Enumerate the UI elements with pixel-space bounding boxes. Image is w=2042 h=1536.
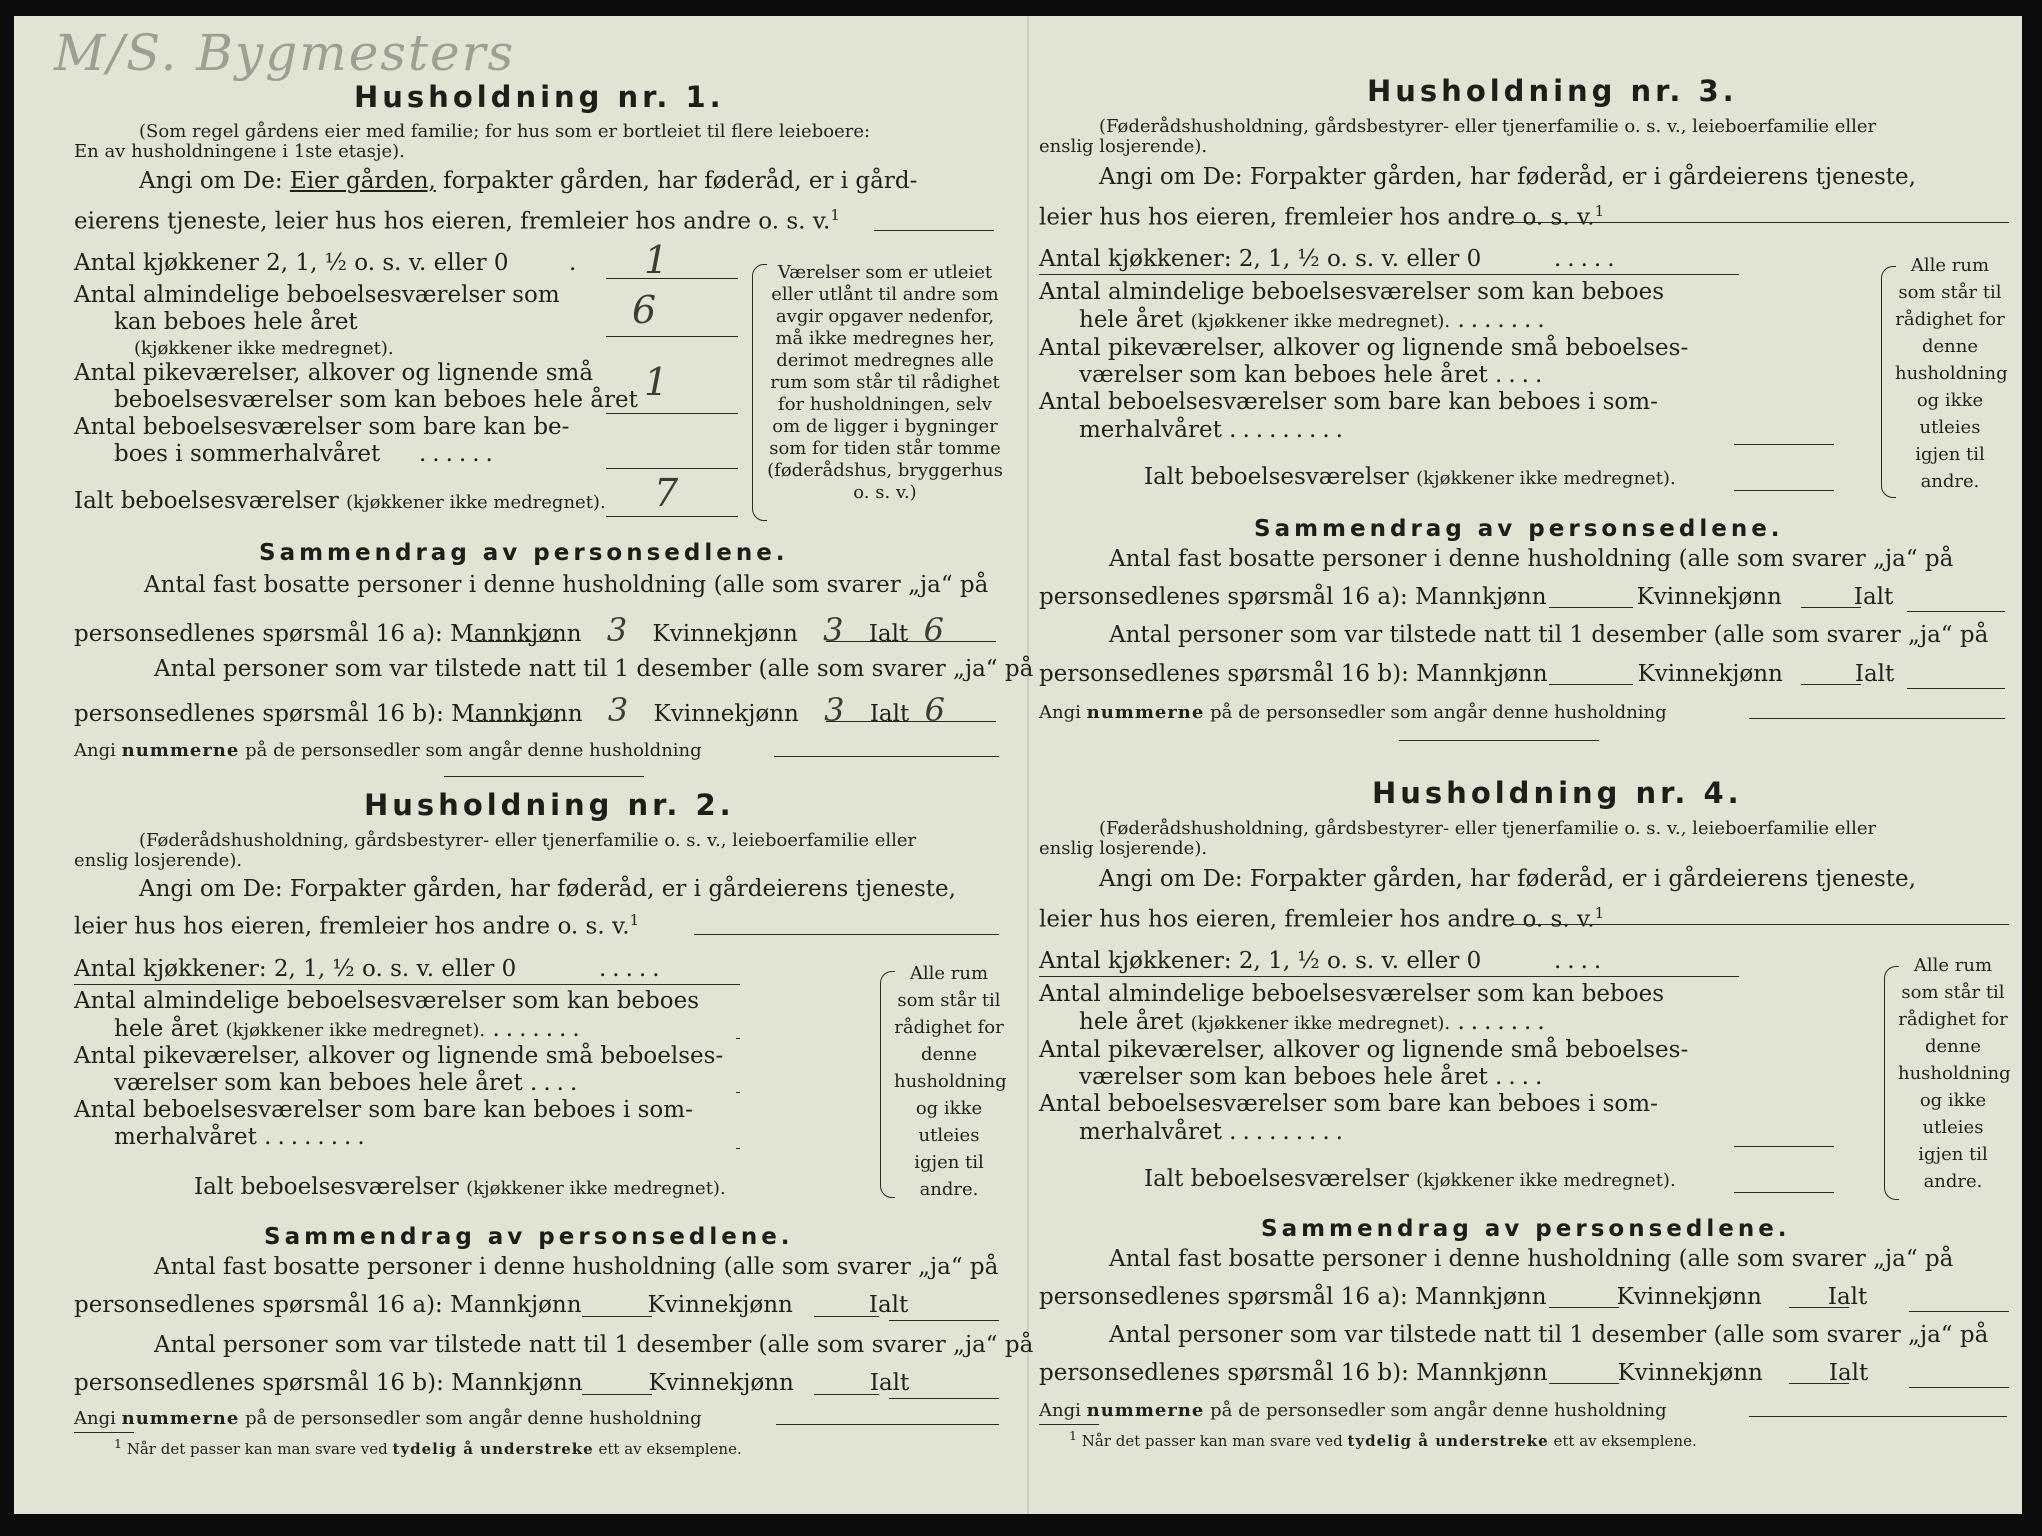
h1-angi-rest: forpakter gården, har føderåd, er i gård-: [443, 168, 918, 194]
h3-total-line: [1734, 490, 1834, 491]
h2-q1: Antal kjøkkener: 2, 1, ½ o. s. v. eller 0: [74, 956, 517, 982]
h1-q1-line: [606, 278, 738, 279]
h1-brace: [752, 264, 767, 521]
h1-angi-selected: Eier gården,: [289, 168, 436, 194]
h3-note-1: (Føderådshusholdning, gårdsbestyrer- eller tjenerfamilie o. s. v., leieboerfamilie eller: [1099, 116, 1877, 137]
h2-nummerne: Angi nummerne på de personsedler som angår denne husholdning: [74, 1408, 702, 1429]
h3-q3b: værelser som kan beboes hele året ....: [1079, 362, 1549, 388]
h4-q2b: hele året (kjøkkener ikke medregnet). .......: [1079, 1009, 1551, 1035]
h2-side-note: Alle rum som står til rådighet for denne husholdning og ikke utleies igjen til andre.: [894, 963, 1007, 1200]
h2-q4a: Antal beboelsesværelser som bare kan beboes i som-: [74, 1097, 693, 1123]
h2-s2-line-m: [582, 1394, 652, 1395]
h1-nummerne: Angi nummerne på de personsedler som angår denne husholdning: [74, 740, 702, 761]
h1-q3a: Antal pikeværelser, alkover og lignende små: [74, 360, 594, 386]
h4-s1-line-m: [1549, 1307, 1619, 1308]
h4-s2-line-m: [1549, 1383, 1619, 1384]
h3-angi-2: leier hus hos eieren, fremleier hos andre o. s. v.$^1$: [1039, 202, 1605, 231]
h1-answer-total: 7: [654, 471, 679, 515]
h1-angi-line: [874, 230, 994, 231]
h1-q4-line: [606, 468, 738, 469]
h1-16a-female: 3: [823, 611, 844, 649]
h3-note-2: enslig losjerende).: [1039, 136, 1208, 157]
h4-note-1: (Føderådshusholdning, gårdsbestyrer- eller tjenerfamilie o. s. v., leieboerfamilie eller: [1099, 818, 1877, 839]
h1-note-2: En av husholdningene i 1ste etasje).: [74, 141, 405, 162]
h3-s1a: Antal fast bosatte personer i denne husholdning (alle som svarer „ja“ på: [1109, 546, 1954, 572]
h1-answer-kitchens: 1: [644, 238, 669, 282]
h1-s1-line-k: [826, 641, 996, 642]
h2-note-2: enslig losjerende).: [74, 850, 243, 871]
h3-title: Husholdning nr. 3.: [1367, 74, 1738, 108]
h2-s1a: Antal fast bosatte personer i denne husholdning (alle som svarer „ja“ på: [154, 1254, 999, 1280]
h2-s1b: personsedlenes spørsmål 16 a): Mannkjønn Kvinnekjønn Ialt: [74, 1292, 909, 1318]
h1-q2a: Antal almindelige beboelsesværelser som: [74, 282, 560, 308]
h2-angi-line: [694, 934, 999, 935]
h1-s2b: personsedlenes spørsmål 16 b): Mannkjønn 3 Kvinnekjønn 3 Ialt 6: [74, 691, 945, 729]
h3-q3a: Antal pikeværelser, alkover og lignende små beboelses-: [1039, 335, 1689, 361]
h2-q4-line: [736, 1148, 740, 1149]
footnote-right: $^1$ Når det passer kan man svare ved tydelig å understreke ett av eksemplene.: [1069, 1428, 1697, 1450]
h3-q2b: hele året (kjøkkener ikke medregnet). .......: [1079, 307, 1551, 333]
footnote-left: $^1$ Når det passer kan man svare ved tydelig å understreke ett av eksemplene.: [114, 1436, 742, 1458]
h1-16b-total: 6: [924, 691, 945, 729]
h1-separator: [444, 776, 644, 777]
h4-q4-line: [1734, 1146, 1834, 1147]
h1-q1: Antal kjøkkener 2, 1, ½ o. s. v. eller 0: [74, 250, 509, 276]
h3-q4b: merhalvåret .........: [1079, 417, 1349, 443]
h3-s2a: Antal personer som var tilstede natt til 1 desember (alle som svarer „ja“ på: [1109, 622, 1989, 648]
h3-separator: [1399, 740, 1599, 741]
h2-q2a: Antal almindelige beboelsesværelser som kan beboes: [74, 988, 700, 1014]
h3-s1-line-m: [1549, 607, 1633, 608]
h3-summary-title: Sammendrag av personsedlene.: [1254, 516, 1784, 542]
h3-q2a: Antal almindelige beboelsesværelser som kan beboes: [1039, 279, 1665, 305]
h4-angi-line: [1509, 924, 2009, 925]
h4-q1-line: [1039, 976, 1739, 977]
h3-angi-1: Angi om De: Forpakter gården, har føderåd, er i gårdeierens tjeneste,: [1099, 164, 1916, 190]
h1-s2-line-k: [826, 721, 996, 722]
h2-angi-1: Angi om De: Forpakter gården, har føderåd, er i gårdeierens tjeneste,: [139, 876, 956, 902]
h1-q2c: (kjøkkener ikke medregnet).: [134, 338, 394, 359]
h1-q2-line: [606, 336, 738, 337]
h2-q1-line: [74, 984, 740, 985]
h1-s1-line-m: [469, 641, 559, 642]
h3-s1b: personsedlenes spørsmål 16 a): Mannkjønn Kvinnekjønn Ialt: [1039, 584, 1894, 610]
h3-q4-line: [1734, 444, 1834, 445]
h4-side-note: Alle rum som står til rådighet for denne husholdning og ikke utleies igjen til andre.: [1898, 955, 2011, 1192]
h4-q1-dots: ....: [1554, 948, 1608, 974]
h1-s2a: Antal personer som var tilstede natt til 1 desember (alle som svarer „ja“ på: [154, 656, 1034, 682]
h4-s1-line-t: [1909, 1311, 2009, 1312]
h4-total-label: Ialt beboelsesværelser (kjøkkener ikke medregnet).: [1144, 1166, 1676, 1192]
footnote-rule-left: [74, 1432, 134, 1433]
h4-s1a: Antal fast bosatte personer i denne husholdning (alle som svarer „ja“ på: [1109, 1246, 1954, 1272]
h4-q4b: merhalvåret .........: [1079, 1119, 1349, 1145]
h2-s1-line-m: [582, 1316, 652, 1317]
h1-summary-title: Sammendrag av personsedlene.: [259, 540, 789, 566]
h3-q1: Antal kjøkkener: 2, 1, ½ o. s. v. eller 0: [1039, 246, 1482, 272]
h1-q4-dots: ......: [419, 441, 499, 467]
h2-q1-dots: .....: [599, 956, 666, 982]
footnote-rule-right: [1039, 1424, 1099, 1425]
h1-s1b: personsedlenes spørsmål 16 a): Mannkjønn 3 Kvinnekjønn 3 Ialt 6: [74, 611, 944, 649]
h2-q4b: merhalvåret ........: [114, 1124, 371, 1150]
h2-s2b: personsedlenes spørsmål 16 b): Mannkjønn Kvinnekjønn Ialt: [74, 1370, 910, 1396]
h4-q2a: Antal almindelige beboelsesværelser som kan beboes: [1039, 981, 1665, 1007]
h2-note-1: (Føderådshusholdning, gårdsbestyrer- eller tjenerfamilie o. s. v., leieboerfamilie eller: [139, 830, 917, 851]
h3-nummerne: Angi nummerne på de personsedler som angår denne husholdning: [1039, 702, 1667, 723]
h3-s2-line-k: [1801, 684, 1861, 685]
h1-q4b: boes i sommerhalvåret: [114, 441, 381, 467]
pencil-note: M/S. Bygmesters: [54, 24, 516, 82]
h1-angi-prefix: Angi om De:: [139, 168, 283, 194]
h4-q3a: Antal pikeværelser, alkover og lignende små beboelses-: [1039, 1037, 1689, 1063]
h3-s2b: personsedlenes spørsmål 16 b): Mannkjønn Kvinnekjønn Ialt: [1039, 661, 1895, 687]
h3-q1-dots: .....: [1554, 246, 1621, 272]
h2-s1-line-t: [889, 1320, 999, 1321]
left-page: [14, 16, 1034, 1514]
h3-angi-line: [1509, 222, 2009, 223]
h4-total-line: [1734, 1192, 1834, 1193]
h2-summary-title: Sammendrag av personsedlene.: [264, 1224, 794, 1250]
h4-q3b: værelser som kan beboes hele året ....: [1079, 1064, 1549, 1090]
h1-16a-male: 3: [606, 611, 628, 649]
h2-nummerne-line: [776, 1424, 999, 1425]
h2-q3a: Antal pikeværelser, alkover og lignende små beboelses-: [74, 1043, 724, 1069]
h1-s1a: Antal fast bosatte personer i denne husholdning (alle som svarer „ja“ på: [144, 572, 989, 598]
h3-nummerne-line: [1749, 718, 2005, 719]
h2-s1-line-k: [814, 1316, 879, 1317]
h1-16a-total: 6: [923, 611, 944, 649]
h4-s2a: Antal personer som var tilstede natt til 1 desember (alle som svarer „ja“ på: [1109, 1322, 1989, 1348]
h3-s2-line-t: [1907, 688, 2005, 689]
h2-q2b: hele året (kjøkkener ikke medregnet). .......: [114, 1016, 586, 1042]
h4-angi-1: Angi om De: Forpakter gården, har føderåd, er i gårdeierens tjeneste,: [1099, 866, 1916, 892]
h4-s2-line-k: [1789, 1383, 1849, 1384]
h1-angi-2: eierens tjeneste, leier hus hos eieren, fremleier hos andre o. s. v.$^1$: [74, 206, 840, 235]
h4-summary-title: Sammendrag av personsedlene.: [1261, 1216, 1791, 1242]
h2-s2a: Antal personer som var tilstede natt til 1 desember (alle som svarer „ja“ på: [154, 1332, 1034, 1358]
h4-s1b: personsedlenes spørsmål 16 a): Mannkjønn Kvinnekjønn Ialt: [1039, 1284, 1868, 1310]
h2-q3b: værelser som kan beboes hele året ....: [114, 1070, 584, 1096]
h1-16b-female: 3: [824, 691, 845, 729]
h1-answer-rooms: 6: [632, 288, 657, 332]
h4-note-2: enslig losjerende).: [1039, 838, 1208, 859]
h4-nummerne: Angi nummerne på de personsedler som angår denne husholdning: [1039, 1400, 1667, 1421]
right-page: [1029, 16, 2022, 1514]
census-form-sheet: [14, 16, 2022, 1514]
h4-angi-2: leier hus hos eieren, fremleier hos andre o. s. v.$^1$: [1039, 904, 1605, 933]
h4-q4a: Antal beboelsesværelser som bare kan beboes i som-: [1039, 1091, 1658, 1117]
h1-angi-1: [139, 168, 917, 194]
h2-title: Husholdning nr. 2.: [364, 788, 735, 822]
h2-s2-line-k: [814, 1394, 879, 1395]
h2-angi-2: leier hus hos eieren, fremleier hos andre o. s. v.$^1$: [74, 911, 640, 940]
h4-s1-line-k: [1789, 1307, 1849, 1308]
h1-q4a: Antal beboelsesværelser som bare kan be-: [74, 414, 570, 440]
h2-total-label: Ialt beboelsesværelser (kjøkkener ikke medregnet).: [194, 1174, 726, 1200]
h2-q2-line: [736, 1038, 740, 1039]
h4-brace: [1884, 966, 1899, 1200]
h2-brace: [880, 971, 895, 1198]
h1-total-label: Ialt beboelsesværelser (kjøkkener ikke medregnet).: [74, 488, 606, 514]
h1-s2-line-m: [469, 721, 559, 722]
h1-q1-dots: .: [569, 250, 583, 276]
h4-s2b: personsedlenes spørsmål 16 b): Mannkjønn Kvinnekjønn Ialt: [1039, 1360, 1869, 1386]
h1-q2b: kan beboes hele året: [114, 309, 358, 335]
h3-q4a: Antal beboelsesværelser som bare kan beboes i som-: [1039, 389, 1658, 415]
h1-answer-small-rooms: 1: [644, 360, 669, 404]
h3-s1-line-t: [1907, 611, 2005, 612]
h4-nummerne-line: [1749, 1416, 2007, 1417]
h4-title: Husholdning nr. 4.: [1372, 776, 1743, 810]
h1-title: Husholdning nr. 1.: [354, 80, 725, 114]
h3-q1-line: [1039, 274, 1739, 275]
h3-side-note: Alle rum som står til rådighet for denne husholdning og ikke utleies igjen til andre.: [1895, 255, 2008, 492]
h4-s2-line-t: [1909, 1387, 2009, 1388]
h2-q3-line: [736, 1092, 740, 1093]
h1-nummerne-line: [774, 756, 999, 757]
h1-note-1: (Som regel gårdens eier med familie; for hus som er bortleiet til flere leieboere:: [139, 121, 871, 142]
h1-total-line: [606, 516, 738, 517]
h1-q3-line: [606, 413, 738, 414]
h4-q1: Antal kjøkkener: 2, 1, ½ o. s. v. eller 0: [1039, 948, 1482, 974]
h3-s2-line-m: [1549, 684, 1633, 685]
h2-s2-line-t: [889, 1398, 999, 1399]
h1-q3b: beboelsesværelser som kan beboes hele året: [114, 387, 638, 413]
h3-s1-line-k: [1801, 607, 1861, 608]
h1-side-note: Værelser som er utleiet eller utlånt til andre som avgir opgaver nedenfor, må ikke medregnes her, derimot medregnes alle rum som står til rådighet for husholdningen, selv om de ligger i bygninger som for tiden står tomme (føderådshus, bryggerhus o. s. v.): [767, 262, 1003, 503]
h1-16b-male: 3: [607, 691, 629, 729]
h3-brace: [1881, 266, 1896, 498]
h3-total-label: Ialt beboelsesværelser (kjøkkener ikke medregnet).: [1144, 464, 1676, 490]
